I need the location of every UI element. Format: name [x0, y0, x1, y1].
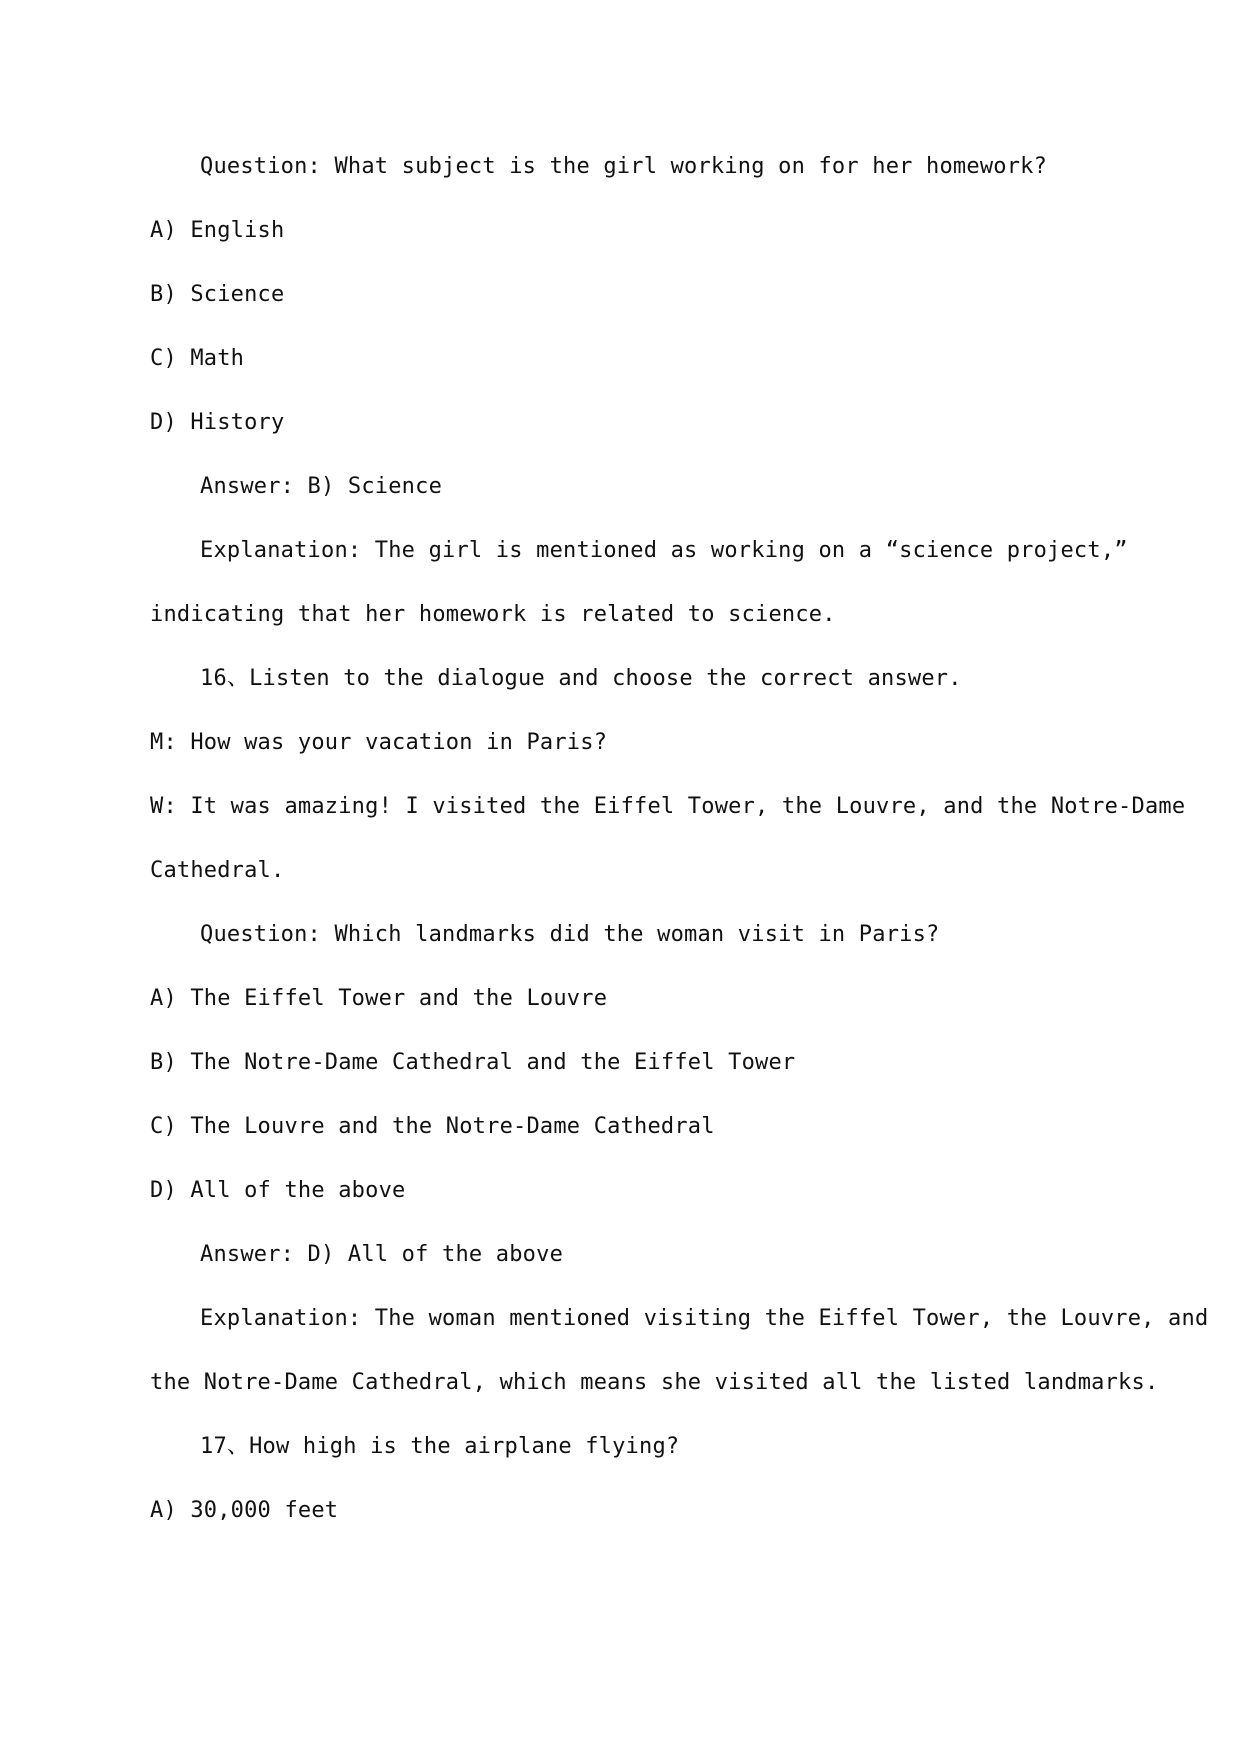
- q16-option-c: C) The Louvre and the Notre-Dame Cathedral: [150, 1114, 715, 1139]
- q15-option-b: B) Science: [150, 282, 285, 307]
- q16-explanation-cont: the Notre-Dame Cathedral, which means she visited all the listed landmarks.: [150, 1370, 1159, 1395]
- q15-answer: Answer: B) Science: [200, 474, 443, 499]
- q16-option-b: B) The Notre-Dame Cathedral and the Eiffel Tower: [150, 1050, 796, 1075]
- q16-option-d: D) All of the above: [150, 1178, 406, 1203]
- q16-dialogue-w: W: It was amazing! I visited the Eiffel Tower, the Louvre, and the Notre-Dame: [150, 794, 1186, 819]
- q16-question: Question: Which landmarks did the woman visit in Paris?: [200, 922, 940, 947]
- q16-dialogue-m: M: How was your vacation in Paris?: [150, 730, 608, 755]
- q16-answer: Answer: D) All of the above: [200, 1242, 564, 1267]
- q15-explanation: Explanation: The girl is mentioned as working on a “science project,”: [200, 538, 1128, 563]
- q16-prompt: 16、Listen to the dialogue and choose the correct answer.: [200, 666, 962, 691]
- q16-dialogue-w-cont: Cathedral.: [150, 858, 285, 883]
- q15-option-d: D) History: [150, 410, 285, 435]
- q15-question: Question: What subject is the girl working on for her homework?: [200, 154, 1048, 179]
- q17-option-a: A) 30,000 feet: [150, 1498, 339, 1523]
- q16-explanation: Explanation: The woman mentioned visiting the Eiffel Tower, the Louvre, and: [200, 1306, 1209, 1331]
- q16-option-a: A) The Eiffel Tower and the Louvre: [150, 986, 608, 1011]
- q15-option-c: C) Math: [150, 346, 245, 371]
- q15-option-a: A) English: [150, 218, 285, 243]
- q15-explanation-cont: indicating that her homework is related to science.: [150, 602, 836, 627]
- q17-prompt: 17、How high is the airplane flying?: [200, 1434, 680, 1459]
